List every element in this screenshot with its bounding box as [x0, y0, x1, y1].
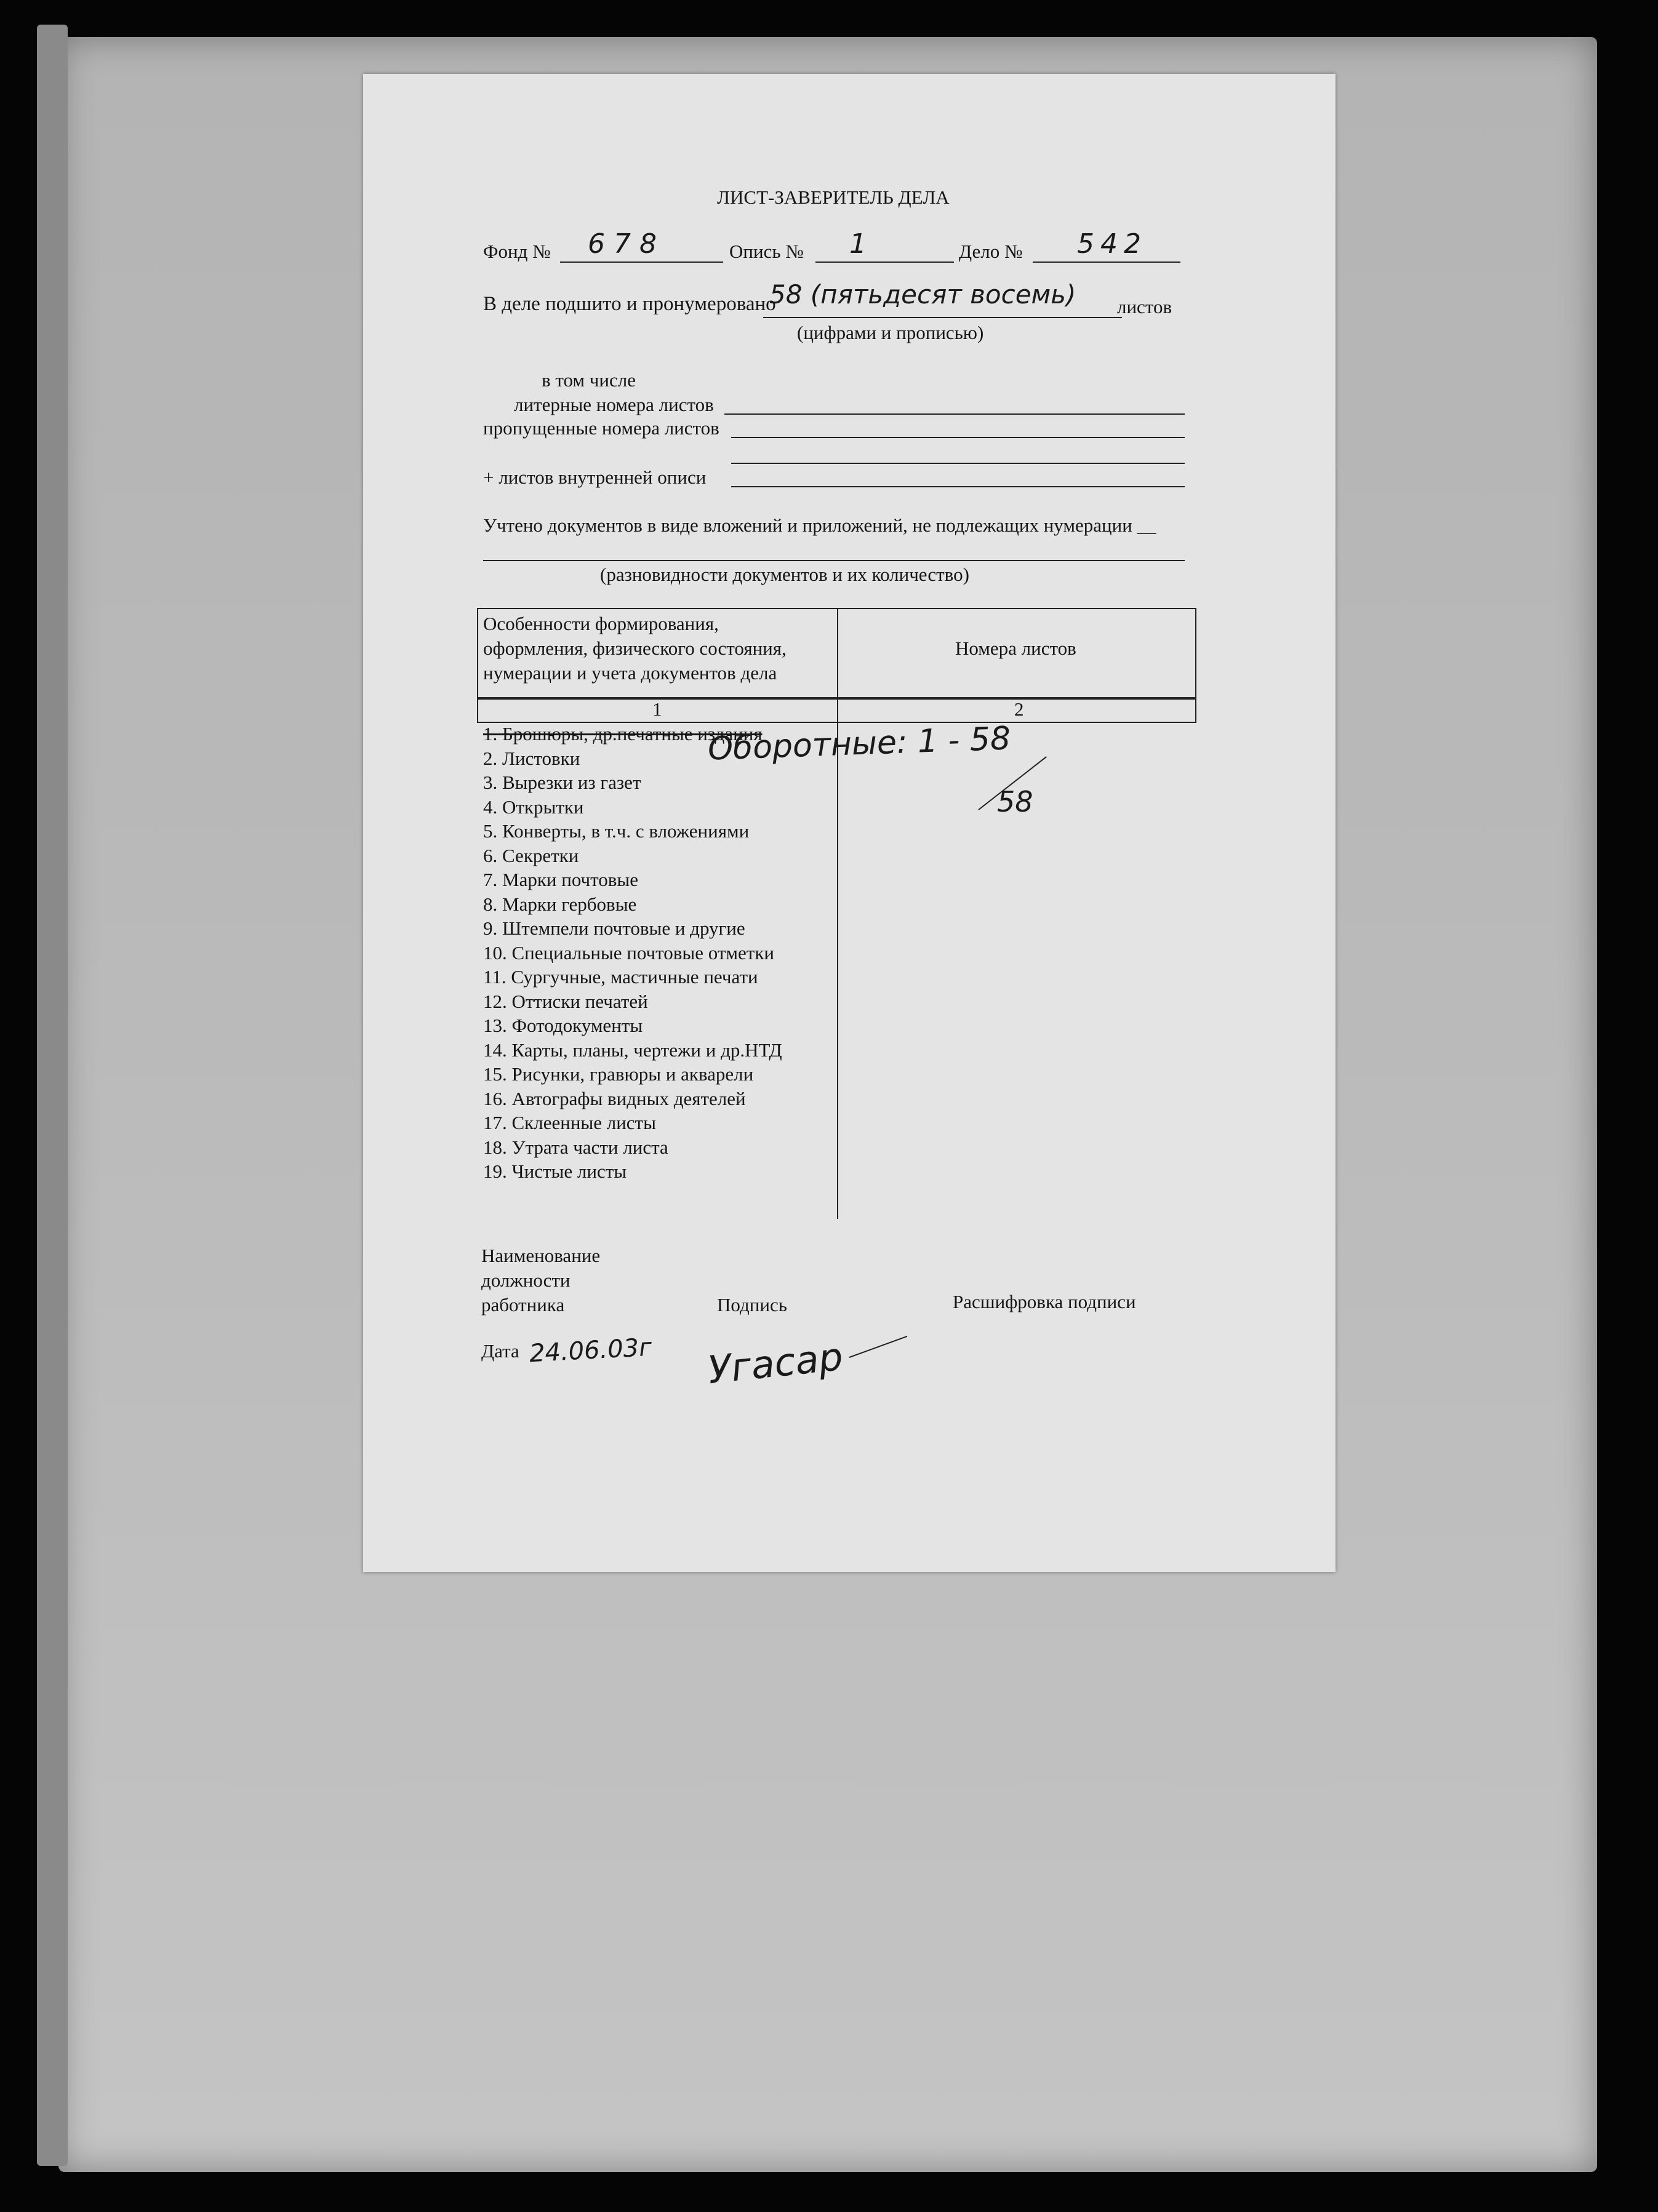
- sewn-hint: (цифрами и прописью): [797, 322, 984, 343]
- col2-header: Номера листов: [955, 637, 1076, 659]
- date-label: Дата: [481, 1340, 519, 1362]
- sewn-suffix: листов: [1117, 296, 1172, 317]
- missing-numbers-line: [731, 437, 1185, 438]
- letter-numbers-label: литерные номера листов: [514, 394, 714, 415]
- list-item: 5. Конверты, в т.ч. с вложениями: [483, 820, 750, 842]
- list-item: 13. Фотодокументы: [483, 1015, 643, 1036]
- certification-sheet: [363, 74, 1336, 1572]
- list-item: 7. Марки почтовые: [483, 869, 638, 890]
- handwritten-note: Оборотные: 1 - 58: [707, 720, 1012, 768]
- list-item: 16. Автографы видных деятелей: [483, 1088, 746, 1109]
- list-item: 2. Листовки: [483, 748, 580, 769]
- delo-underline: [1033, 262, 1180, 263]
- list-item: 3. Вырезки из газет: [483, 772, 641, 793]
- sewn-value: 58 (пятьдесят восемь): [769, 279, 1076, 309]
- list-item: 10. Специальные почтовые отметки: [483, 942, 774, 964]
- sewn-underline: [763, 317, 1122, 318]
- sewn-label: В деле подшито и пронумеровано: [483, 293, 776, 315]
- folder-spine: [37, 25, 68, 2166]
- missing-numbers-label: пропущенные номера листов: [483, 417, 719, 439]
- sheet-title: ЛИСТ-ЗАВЕРИТЕЛЬ ДЕЛА: [717, 186, 950, 208]
- col1-header-line-2: оформления, физического состояния,: [483, 637, 787, 659]
- col2-number: 2: [1014, 698, 1024, 720]
- delo-label: Дело №: [959, 241, 1023, 262]
- list-item: 12. Оттиски печатей: [483, 991, 648, 1012]
- delo-value: 542: [1077, 228, 1147, 260]
- position-label-line-3: работника: [481, 1294, 565, 1316]
- list-item: 9. Штемпели почтовые и другие: [483, 917, 745, 939]
- list-item: 11. Сургучные, мастичные печати: [483, 966, 758, 988]
- internal-inventory-line: [731, 486, 1185, 487]
- date-value: 24.06.03г: [528, 1333, 653, 1368]
- fond-underline: [560, 262, 723, 263]
- list-item: 6. Секретки: [483, 845, 579, 866]
- col1-number: 1: [652, 698, 662, 720]
- including-label: в том числе: [542, 369, 636, 391]
- accounted-docs-label: Учтено документов в виде вложений и приложений, не подлежащих нумерации __: [483, 514, 1156, 536]
- fond-value: 678: [588, 228, 665, 260]
- list-item: 18. Утрата части листа: [483, 1136, 668, 1158]
- table-column-divider: [837, 721, 838, 1219]
- opis-label: Опись №: [729, 241, 804, 262]
- internal-inventory-label: + листов внутренней описи: [483, 466, 707, 488]
- table-number-row: [477, 697, 1196, 723]
- accounted-docs-line: [483, 560, 1185, 561]
- missing-numbers-line-2: [731, 463, 1185, 464]
- opis-underline: [815, 262, 954, 263]
- doc-types-hint: (разновидности документов и их количество): [600, 564, 969, 585]
- signature: Угасар: [705, 1333, 845, 1393]
- handwritten-fraction: 58: [997, 785, 1033, 818]
- list-item: 1. Брошюры, др.печатные издания: [483, 723, 763, 745]
- position-label-line-2: должности: [481, 1269, 571, 1291]
- letter-numbers-line: [724, 413, 1185, 415]
- col1-header-line-3: нумерации и учета документов дела: [483, 662, 777, 684]
- list-item: 17. Склеенные листы: [483, 1112, 656, 1133]
- signature-label: Подпись: [717, 1294, 787, 1316]
- opis-value: 1: [849, 228, 867, 260]
- fond-label: Фонд №: [483, 241, 551, 262]
- signature-flourish: [849, 1336, 908, 1358]
- position-label-line-1: Наименование: [481, 1245, 601, 1266]
- list-item: 4. Открытки: [483, 796, 584, 818]
- list-item: 8. Марки гербовые: [483, 893, 637, 915]
- list-item: 14. Карты, планы, чертежи и др.НТД: [483, 1039, 782, 1061]
- decode-label: Расшифровка подписи: [953, 1291, 1136, 1312]
- list-item: 19. Чистые листы: [483, 1160, 627, 1182]
- list-item: 15. Рисунки, гравюры и акварели: [483, 1063, 754, 1085]
- col1-header-line-1: Особенности формирования,: [483, 613, 719, 634]
